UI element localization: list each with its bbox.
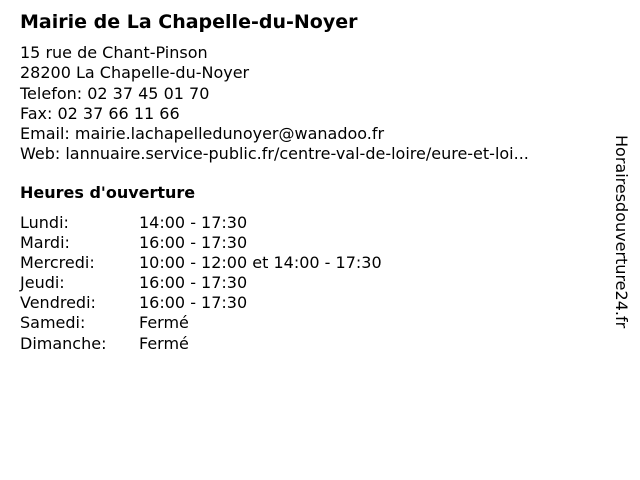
contact-block — [20, 43, 529, 165]
website-address: Web: lannuaire.service-public.fr/centre-val-de-loire/eure-et-loi... — [20, 144, 529, 164]
hours-day: Mercredi: — [20, 253, 95, 273]
hours-day: Jeudi: — [20, 273, 65, 293]
hours-time: 16:00 - 17:30 — [139, 273, 248, 293]
hours-time: 14:00 - 17:30 — [139, 213, 248, 232]
hours-day: Dimanche: — [20, 333, 107, 353]
address-street: 15 rue de Chant-Pinson — [20, 43, 208, 62]
hours-time: Fermé — [139, 313, 189, 333]
hours-day: Samedi: — [20, 313, 86, 333]
hours-time: Fermé — [139, 333, 189, 353]
phone-number: Telefon: 02 37 45 01 70 — [20, 83, 210, 103]
hours-day: Mardi: — [20, 233, 70, 253]
hours-day: Lundi: — [20, 213, 69, 232]
address-city: 28200 La Chapelle-du-Noyer — [20, 63, 250, 83]
page-title: Mairie de La Chapelle-du-Noyer — [20, 11, 358, 33]
email-address: Email: mairie.lachapelledunoyer@wanadoo.fr — [20, 124, 385, 144]
hours-time: 16:00 - 17:30 — [139, 293, 248, 313]
hours-time: 16:00 - 17:30 — [139, 233, 248, 253]
site-watermark: Horairesdouverture24.fr — [612, 135, 631, 329]
hours-day: Vendredi: — [20, 293, 96, 313]
fax-number: Fax: 02 37 66 11 66 — [20, 103, 180, 123]
opening-hours-heading: Heures d'ouverture — [20, 183, 196, 202]
hours-time: 10:00 - 12:00 et 14:00 - 17:30 — [139, 253, 382, 273]
